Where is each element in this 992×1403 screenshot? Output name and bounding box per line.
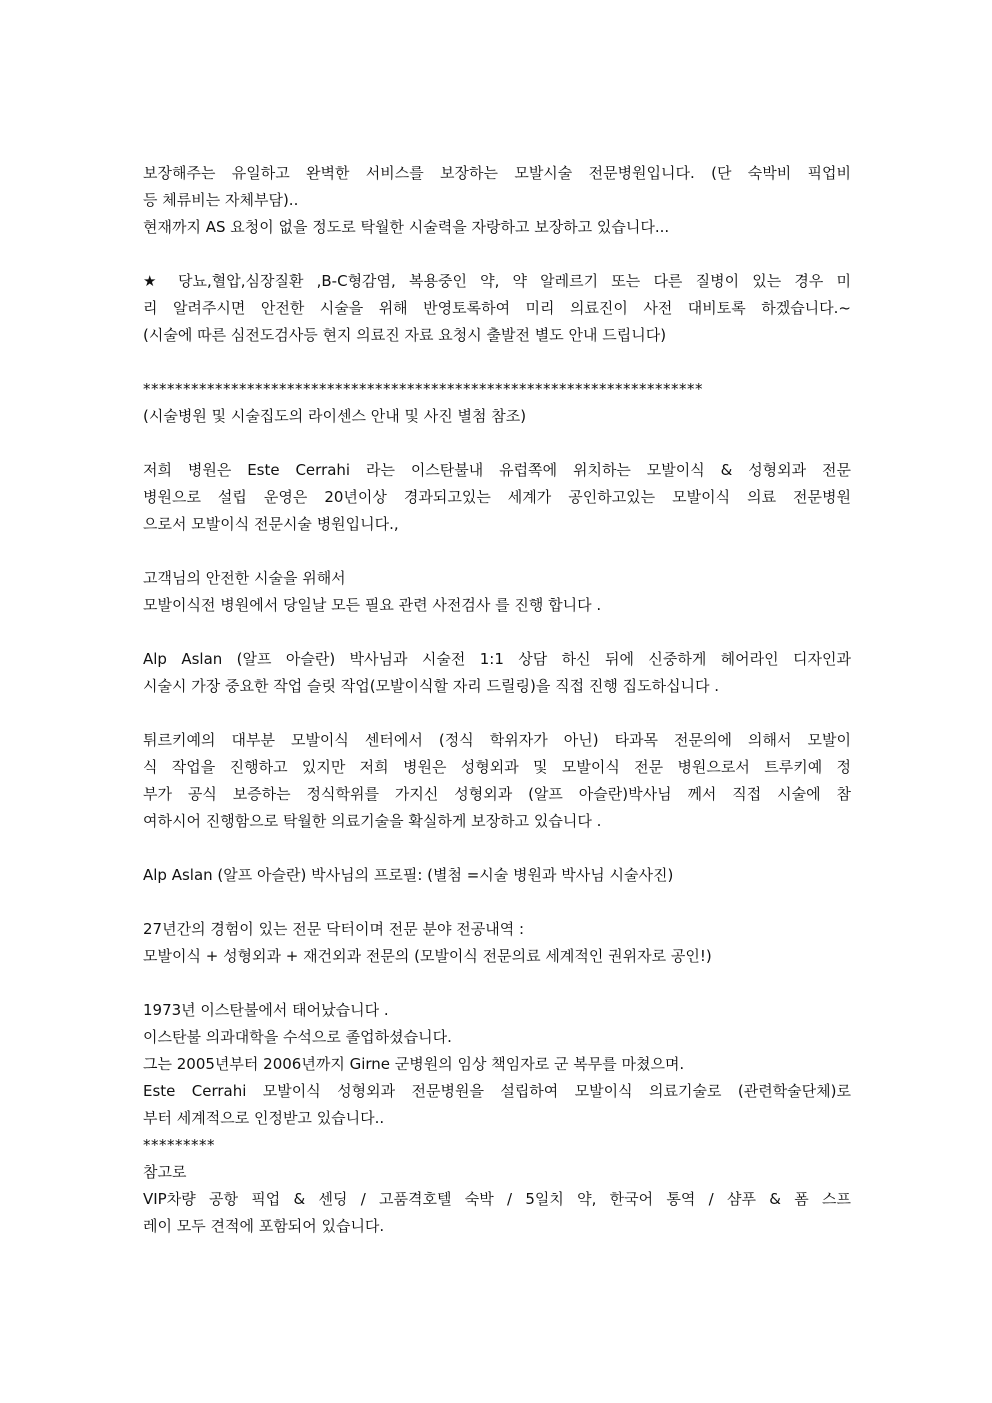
text-line: 튀르키예의 대부분 모발이식 센터에서 (정식 학위자가 아닌) 타과목 전문의에 의해서 모발이 bbox=[143, 731, 851, 749]
text-line: 식 작업을 진행하고 있지만 저희 병원은 성형외과 및 모발이식 전문 병원으로서 트루키예 정 bbox=[143, 758, 851, 776]
paragraph-spacer bbox=[143, 619, 851, 646]
paragraph-doctor-specialty bbox=[143, 916, 851, 970]
text-line: 레이 모두 견적에 포함되어 있습니다. bbox=[143, 1217, 385, 1235]
text-line: (시술병원 및 시술집도의 라이센스 안내 및 사진 별첨 참조) bbox=[143, 407, 527, 425]
paragraph-spacer bbox=[143, 430, 851, 457]
text-line: 모발이식 + 성형외과 + 재건외과 전문의 (모발이식 전문의료 세계적인 권위자로 공인!) bbox=[143, 947, 712, 965]
text-line: 부터 세계적으로 인정받고 있습니다.. bbox=[143, 1109, 385, 1127]
text-line: Este Cerrahi 모발이식 성형외과 전문병원을 설립하여 모발이식 의료기술로 (관련학술단체)로 bbox=[143, 1082, 851, 1100]
text-line: 참고로 bbox=[143, 1163, 187, 1181]
text-line: (시술에 따른 심전도검사등 현지 의료진 자료 요청시 출발전 별도 안내 드립니다) bbox=[143, 326, 667, 344]
text-line: 1973년 이스탄불에서 태어났습니다 . bbox=[143, 1001, 389, 1019]
paragraph-spacer bbox=[143, 970, 851, 997]
paragraph-spacer bbox=[143, 349, 851, 376]
paragraph-spacer bbox=[143, 700, 851, 727]
text-line: Alp Aslan (알프 아슬란) 박사님의 프로필: (별첨 =시술 병원과 박사님 시술사진) bbox=[143, 866, 674, 884]
text-line: 현재까지 AS 요청이 없을 정도로 탁월한 시술력을 자랑하고 보장하고 있습니다... bbox=[143, 218, 670, 236]
text-line: VIP차량 공항 픽업 & 센딩 / 고품격호텔 숙박 / 5일치 약, 한국어 통역 / 샴푸 & 폼 스프 bbox=[143, 1190, 851, 1208]
text-line: 저희 병원은 Este Cerrahi 라는 이스탄불내 유럽쪽에 위치하는 모발이식 & 성형외과 전문 bbox=[143, 461, 851, 479]
text-line: 고객님의 안전한 시술을 위해서 bbox=[143, 569, 346, 587]
paragraph-doctor-profile-heading bbox=[143, 862, 851, 889]
text-line: 으로서 모발이식 전문시술 병원입니다., bbox=[143, 515, 399, 533]
separator-long: ********************************************************************** bbox=[143, 380, 703, 398]
paragraph-included-services bbox=[143, 1159, 851, 1240]
text-line: ★ 당뇨,혈압,심장질환 ,B-C형감염, 복용중인 약, 약 알레르기 또는 다른 질병이 있는 경우 미 bbox=[143, 272, 851, 290]
text-line: 병원으로 설립 운영은 20년이상 경과되고있는 세계가 공인하고있는 모발이식 의료 전문병원 bbox=[143, 488, 851, 506]
paragraph-license-note bbox=[143, 403, 851, 430]
text-line: 시술시 가장 중요한 작업 슬릿 작업(모발이식할 자리 드릴링)을 직접 진행 집도하십니다 . bbox=[143, 677, 720, 695]
paragraph-doctor-biography bbox=[143, 997, 851, 1132]
text-line: 보장해주는 유일하고 완벽한 서비스를 보장하는 모발시술 전문병원입니다. (단 숙박비 픽업비 bbox=[143, 164, 851, 182]
paragraph-health-notice bbox=[143, 268, 851, 349]
text-line: 여하시어 진행함으로 탁월한 의료기술을 확실하게 보장하고 있습니다 . bbox=[143, 812, 602, 830]
text-line: 27년간의 경험이 있는 전문 닥터이며 전문 분야 전공내역 : bbox=[143, 920, 525, 938]
paragraph-guarantee bbox=[143, 160, 851, 241]
paragraph-hospital-intro bbox=[143, 457, 851, 538]
paragraph-turkey-centers bbox=[143, 727, 851, 835]
paragraph-spacer bbox=[143, 835, 851, 862]
text-line: 이스탄불 의과대학을 수석으로 졸업하셨습니다. bbox=[143, 1028, 452, 1046]
text-line: 모발이식전 병원에서 당일날 모든 필요 관련 사전검사 를 진행 합니다 . bbox=[143, 596, 602, 614]
text-line: 그는 2005년부터 2006년까지 Girne 군병원의 임상 책임자로 군 복무를 마쳤으며. bbox=[143, 1055, 685, 1073]
text-line: 리 알려주시면 안전한 시술을 위해 반영토록하여 미리 의료진이 사전 대비토록 하겠습니다.~ bbox=[143, 299, 851, 317]
paragraph-pre-exam bbox=[143, 565, 851, 619]
paragraph-spacer bbox=[143, 889, 851, 916]
text-line: Alp Aslan (알프 아슬란) 박사님과 시술전 1:1 상담 하신 뒤에 신중하게 헤어라인 디자인과 bbox=[143, 650, 851, 668]
paragraph-spacer bbox=[143, 241, 851, 268]
separator-short: ********* bbox=[143, 1136, 215, 1154]
paragraph-spacer bbox=[143, 538, 851, 565]
document-page bbox=[143, 160, 851, 1240]
paragraph-consultation bbox=[143, 646, 851, 700]
text-line: 등 체류비는 자체부담).. bbox=[143, 191, 299, 209]
text-line: 부가 공식 보증하는 정식학위를 가지신 성형외과 (알프 아슬란)박사님 께서 직접 시술에 참 bbox=[143, 785, 851, 803]
